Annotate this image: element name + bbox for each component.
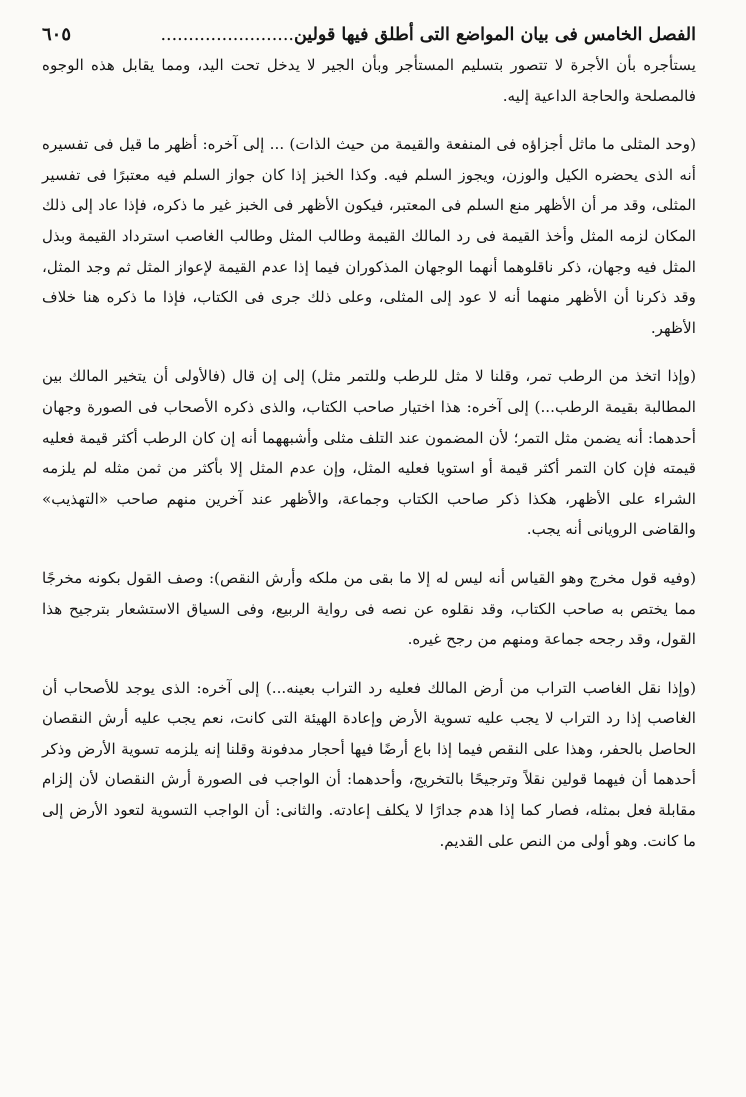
- commentary-text: وصف القول بكونه مخرجًا مما يختص به صاحب الكتاب، وقد نقلوه عن نصه فى رواية الربيع، وفى السياق الاستشعار بترجيح هذا القول، وقد رجحه جماعة ومنهم من رجح غيره.: [42, 568, 696, 649]
- quoted-text: (وفيه قول مخرج وهو القياس أنه ليس له إلا ما بقى من ملكه وأرش النقص):: [208, 568, 697, 587]
- paragraph-2: [42, 361, 696, 545]
- paragraph-3: [42, 563, 696, 655]
- leader-dots: ........................: [160, 25, 294, 45]
- chapter-title-text: الفصل الخامس فى بيان المواضع التى أطلق فيها قولين: [293, 25, 696, 45]
- running-header: [42, 22, 696, 48]
- quoted-text: (وإذا نقل الغاصب التراب من أرض المالك فعليه رد التراب بعينه...) إلى آخره:: [196, 678, 697, 697]
- commentary-text: أظهر ما قيل فى تفسيره أنه الذى يحضره الكيل والوزن، ويجوز السلم فيه. وكذا الخبز إذا كان جواز السلم فيه معتبرًا فى تفسير المثلى، وقد مر أن الأظهر منع السلم فى المعتبر، فيكون الأظهر فى الخبز غير ما ذكره، فإذا عاد إلى ذلك المكان لزمه المثل وأخذ القيمة فى رد المالك القيمة وطالب المثل وطالب الغاصب استرداد القيمة وبذل المثل فيه وجهان، ذكر ناقلوهما أنهما الوجهان المذكوران فيما إذا عدم القيمة لإعواز المثل ثم وجد المثل، وقد ذكرنا أن الأظهر منهما أنه لا عود إلى المثلى، وعلى ذلك جرى فى الكتاب، فإذا ما ذكره هنا خلاف الأظهر.: [42, 135, 696, 337]
- paragraph-1: [42, 129, 696, 343]
- chapter-title: [81, 22, 696, 48]
- commentary-text: الذى يوجد للأصحاب أن الغاصب إذا رد التراب لا يجب عليه تسوية الأرض وإعادة الهيئة التى كانت، نعم يجب عليه أرش النقصان الحاصل بالحفر، وهذا على النقص فيما إذا باع أرضًا فيها أحجار مدفونة وقلنا إنه يلزمه تسوية الأرض وذكر أحدهما أن فيهما قولين نقلاً وترجيحًا بالتخريج، وأحدهما: أن الواجب فى الصورة أرش النقصان لأن إلزام مقابلة فعل بمثله، فصار كما إذا هدم جدارًا لا يكلف إعادته. والثانى: أن الواجب التسوية لتعود الأرض إلى ما كانت. وهو أولى من النص على القديم.: [42, 678, 696, 850]
- quoted-text: (وحد المثلى ما ماثل أجزاؤه فى المنفعة والقيمة من حيث الذات) ... إلى آخره:: [202, 135, 697, 154]
- page-number: ٦٠٥: [42, 24, 72, 45]
- intro-paragraph: يستأجره بأن الأجرة لا تتصور بتسليم المستأجر وبأن الجير لا يدخل تحت اليد، ومما يقابل هذه الوجوه فالمصلحة والحاجة الداعية إليه.: [42, 56, 696, 105]
- commentary-text: هذا اختيار صاحب الكتاب، والذى ذكره الأصحاب فى الصورة وجهان أحدهما: أنه يضمن مثل التمر؛ لأن المضمون عند التلف مثلى وأشبههما أنه إن كان الرطب أكثر قيمة فعليه قيمته فإن كان التمر أكثر قيمة أو استويا فعليه المثل، وإن عدم المثل إلا بأكثر من ثمن مثله لم يلزمه الشراء على الأظهر، هكذا ذكر صاحب الكتاب وجماعة، والأظهر عند آخرين منهم صاحب «التهذيب» والقاضى الرويانى أنه يجب.: [42, 397, 696, 539]
- quoted-text: (وإذا اتخذ من الرطب تمر، وقلنا لا مثل للرطب وللتمر مثل) إلى إن قال (فالأولى أن يتخير المالك بين المطالبة بقيمة الرطب...) إلى آخره:: [42, 367, 697, 416]
- paragraph-4: [42, 673, 696, 857]
